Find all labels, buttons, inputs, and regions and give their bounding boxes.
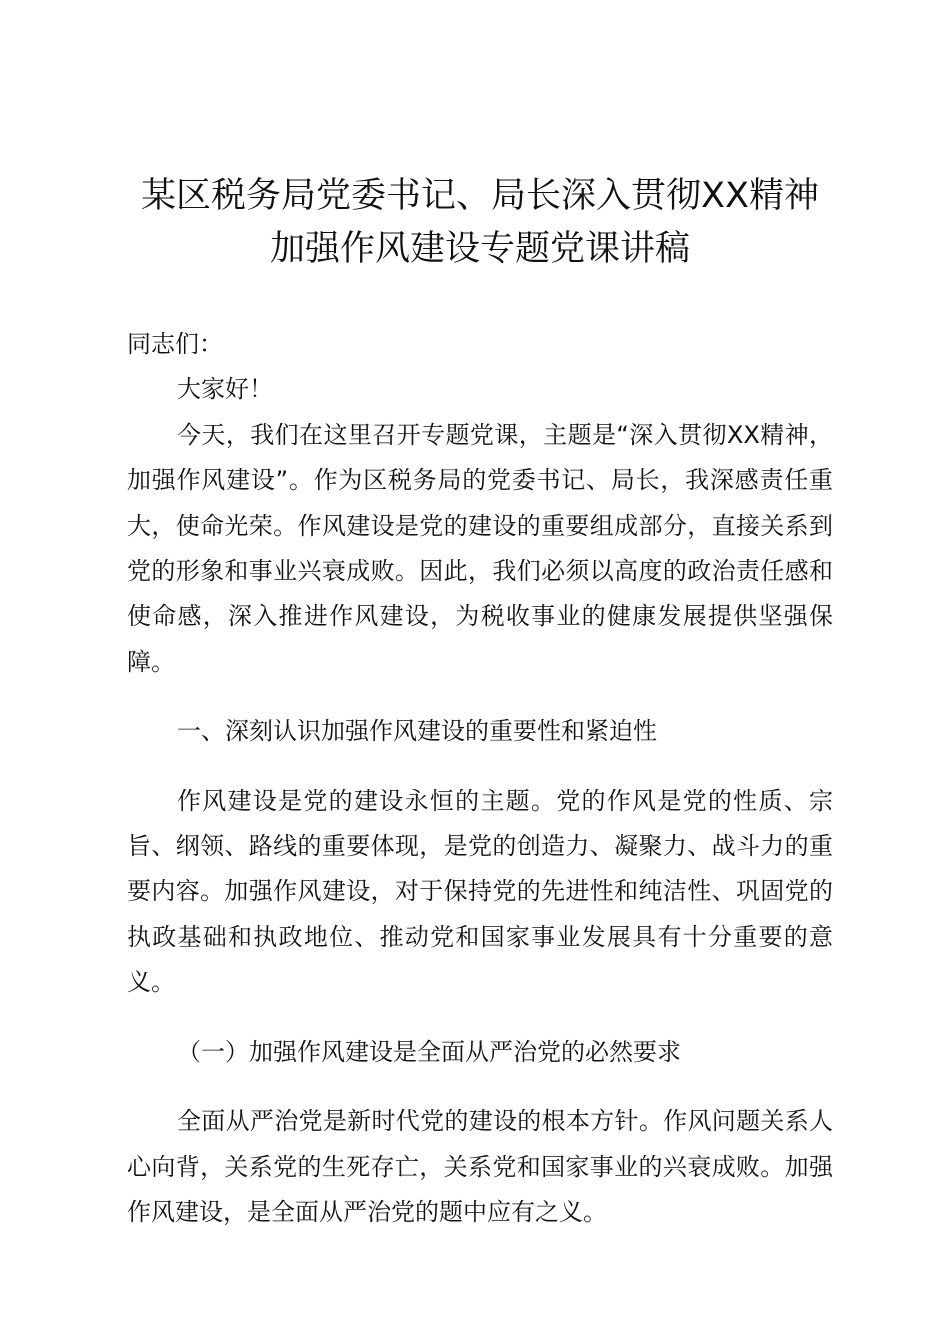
section-1-paragraph: 作风建设是党的建设永恒的主题。党的作风是党的性质、宗旨、纲领、路线的重要体现，是党的创造力、凝聚力、战斗力的重要内容。加强作风建设，对于保持党的先进性和纯洁性、巩固党的执政基础和执政地位、推动党和国家事业发展具有十分重要的意义。 <box>127 786 833 997</box>
intro-paragraph: 今天，我们在这里召开专题党课，主题是“深入贯彻XX精神，加强作风建设”。作为区税务局的党委书记、局长，我深感责任重大，使命光荣。作风建设是党的建设的重要组成部分，直接关系到党的形象和事业兴衰成败。因此，我们必须以高度的政治责任感和使命感，深入推进作风建设，为税收事业的健康发展提供坚强保障。 <box>127 420 833 676</box>
salutation: 同志们： <box>127 330 223 358</box>
document-body <box>127 322 833 1235</box>
document-title <box>100 170 860 276</box>
subsection-1-heading: （一）加强作风建设是全面从严治党的必然要求 <box>177 1037 681 1066</box>
section-1-heading: 一、深刻认识加强作风建设的重要性和紧迫性 <box>177 717 657 746</box>
title-line-1: 某区税务局党委书记、局长深入贯彻XX精神 <box>141 176 819 216</box>
greeting-paragraph: 大家好！ <box>177 375 273 404</box>
title-line-2: 加强作风建设专题党课讲稿 <box>269 229 690 269</box>
subsection-1-paragraph: 全面从严治党是新时代党的建设的根本方针。作风问题关系人心向背，关系党的生死存亡，关系党和国家事业的兴衰成败。加强作风建设，是全面从严治党的题中应有之义。 <box>127 1107 833 1226</box>
